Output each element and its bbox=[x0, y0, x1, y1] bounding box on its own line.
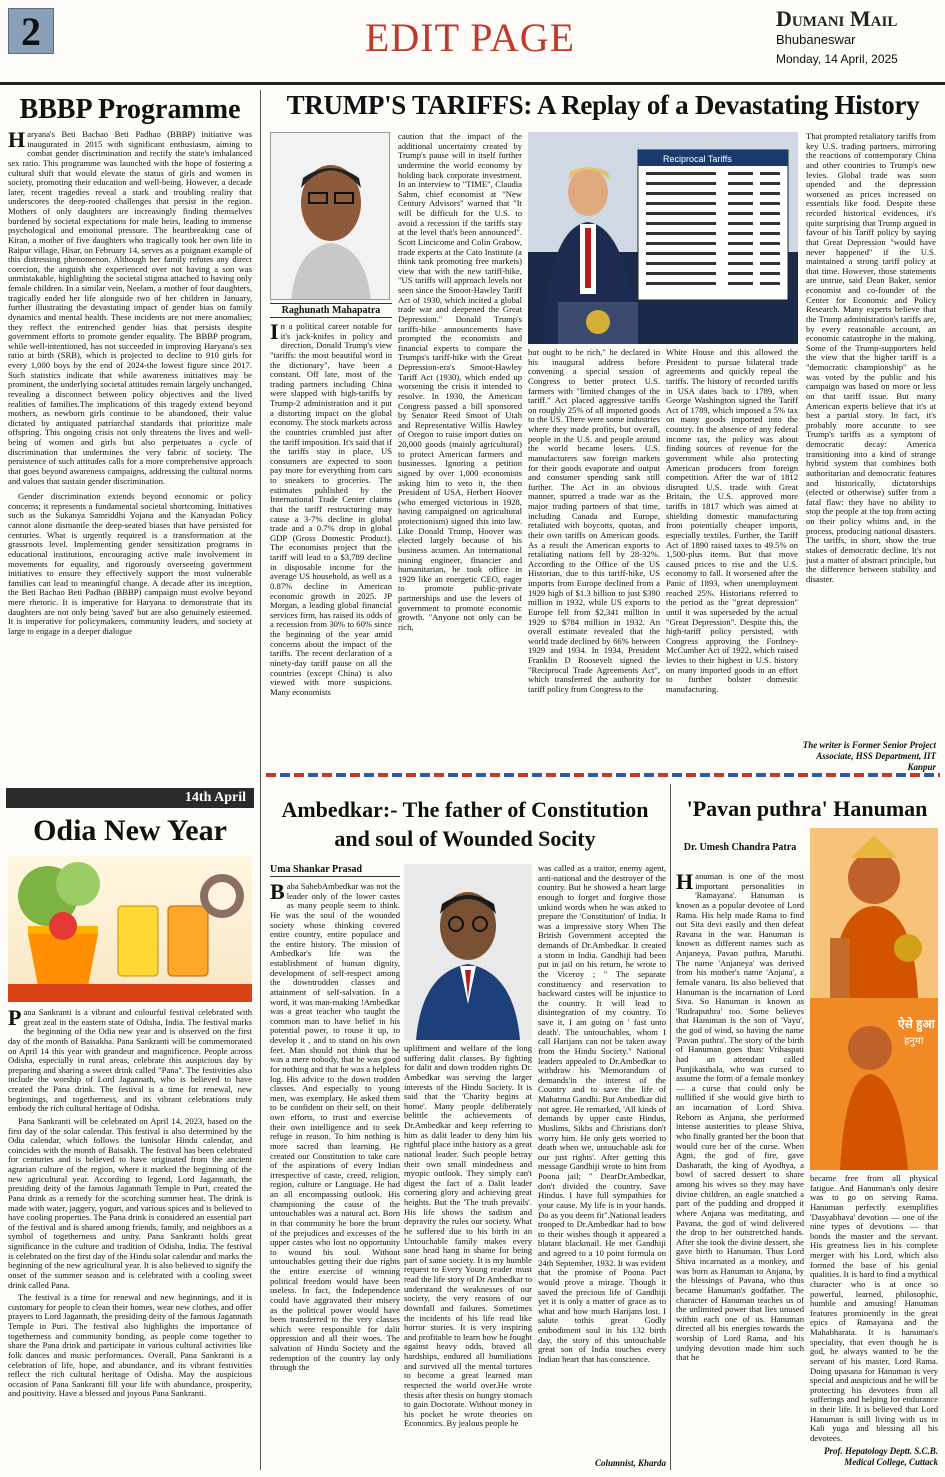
tariff-board-title: Reciprocal Tariffs bbox=[663, 154, 732, 164]
paper-city: Bhubaneswar bbox=[776, 32, 856, 47]
page-number: 2 bbox=[8, 8, 54, 54]
masthead-rule bbox=[0, 82, 945, 85]
ambedkar-dropcap: B bbox=[270, 882, 285, 904]
trump-photo bbox=[528, 132, 798, 344]
trump-text-1: n a political career notable for it's jack-knifes in policy and direction, Donald Trump's view "tariffs: the most beautiful word in the dictionary", have been a constant. Off late, most of the trading partners including China were slapped with high-tariffs by Trump-2 administration and it put a distorting impact on the global economy. The stock markets across the countries crumbled just after the tariff imposition. It's said that if the tariffs stay in place, US consumers are expected to soon pay more for everything from cars to sneakers to groceries. The estimates published by the International Trade Center claims that the tariff restructuring may cause a 3-7% decline in global trade and a 0.7% drop in global GDP (Gross Domestic Product). The economists project that the tariff will lead to a $3,789 decline in disposable income for the average US household, as well as a 0.87% decline in American economic growth in 2025. JP Morgan, a leading global financial services firm, has raised its odds of a recession from 30% to 60% since the beginning of the year amid concerns about the impact of the tariffs. The recent declaration of a ninety-day tariff pause on all the countries (except China) is also viewed with more suspicions. Many economists bbox=[270, 322, 392, 697]
bbbp-paragraph-1: aryana's Beti Bachao Beti Padhao (BBBP) initiative was inaugurated in 2015 with significant enthusiasm, aiming to combat gender discrimination and rectify the state's imbalanced sex ratio. This programme was launched with the hope of fostering a cultural shift that would elevate the status of girls and women in society, promoting their education and well-being. However, a decade later, recent tragedies reveal a stark and troubling reality that underscores the deep-rooted challenges that persist in the region. Mothers of only daughters are increasingly finding themselves burdened by societal expectations for male heirs, leading to immense psychological and emotional pressure. The heartbreaking case of Kiran, a mother of five daughters who tragically took her own life in Raipur village, Hisar, on February 14, serves as a poignant example of this distressing phenomenon. Although her family refutes any direct coercion, the anguish she experienced over not having a son was unmistakable, highlighting the societal stigma attached to having only female children. In a similar vein, Neelam, a mother of four daughters, tragically ended her life alongside two of her children in January, further illustrating the devastating impact of gender bias on family dynamics and mental health. These incidents are not mere anomalies; they reflect the entrenched gender bias that persists despite government efforts to promote gender equality. The BBBP program, while well-intentioned, has not succeeded in improving Haryana's sex ratio at birth (SRB), which is projected to decline to 910 girls for every 1,000 boys by the end of 2024-the lowest figure since 2017. Such statistics indicate that while awareness initiatives may be prominent, the underlying societal attitudes remain largely unchanged, revealing a disconnect between policy objectives and the lived realities of families.The implications of this tragedy extend beyond mothers, as newborn girls continue to be abandoned, their value dictated by antiquated patriarchal standards that prioritize male offspring. This ongoing crisis not only threatens the lives and well-being of women and girls but also perpetuates a cycle of discrimination that undermines the very fabric of society. The persistence of such attitudes calls for a more comprehensive approach that goes beyond awareness campaigns, addressing the cultural norms and values that sustain gender discrimination. bbox=[8, 129, 252, 486]
hanuman-author: Dr. Umesh Chandra Patra bbox=[683, 842, 797, 853]
hanuman-column-2 bbox=[810, 1174, 938, 1444]
odia-article bbox=[8, 1008, 252, 1470]
odia-headline: Odia New Year bbox=[33, 814, 227, 847]
bbbp-article bbox=[8, 96, 252, 776]
trump-column-3 bbox=[528, 348, 660, 765]
paper-name: Dumani Mail bbox=[776, 6, 898, 31]
ambedkar-column-1 bbox=[270, 882, 400, 1470]
trump-author: Raghunath Mahapatra bbox=[270, 303, 392, 318]
bbbp-paragraph-2: Gender discrimination extends beyond economic or policy concerns; it represents a fundamental societal shortcoming. Initiatives such as the Sukanya Samriddhi Yojana and the Kanyadan Policy cannot alone dismantle the deep-seated biases that have persisted for centuries. What is urgently required is a transformation at the grassroots level. Implementing gender sensitization programs in educational institutions, encouraging active male involvement in movements for equality, and rigorously overseeing government initiatives to ensure they effectively support the most vulnerable families can lead to meaningful change. A decade after its inception, the Beti Bachao Beti Padhao (BBBP) campaign must evolve beyond mere rhetoric. It is imperative for Haryana to demonstrate that its daughters are not only being 'saved' but are also genuinely esteemed. It is imperative for policymakers, community leaders, and society at large to engage in a deeper dialogue bbox=[8, 491, 252, 636]
odia-date-bar: 14th April bbox=[6, 788, 254, 808]
hanuman-illustration-icon bbox=[810, 828, 938, 1170]
odia-paragraph-3: The festival is a time for renewal and new beginnings, and it is customary for people to clean their homes, wear new clothes, and offer prayers to Lord Jagannath, the presiding deity of the famous Jagannath Temple in Puri. The festival also highlights the importance of togetherness and community bonding, as people come together to share the Pana drink and participate in various cultural activities like folk dances and music performances. Overall, Pana Sankranti is a celebration of life, hope, and abundance, and its vibrant festivities reflect the rich cultural heritage of Odisha. May the auspicious occasion of Pana Sankranti fill your life with abundance, prosperity, and positivity. Have a blessed and joyous Pana Sankranti. bbox=[8, 1292, 252, 1399]
trump-headline: TRUMP'S TARIFFS: A Replay of a Devastating History bbox=[286, 90, 920, 120]
pana-sankranti-photo bbox=[8, 856, 252, 1002]
poster-text-1: ऐसे हुआ bbox=[898, 1017, 935, 1031]
hanuman-text-1: anuman is one of the most important personalities in 'Ramayana'. Hanuman is known as a popular devotee of Lord Rama. His help made Rama to find out Sita devi easily and then defeat Ravana in the war. Hanuman is known as different names such as Anjaneya, Pavan puthra, Maruthi. The name 'Anjaneya' was derived from his mother's name 'Anjana', a female vanara. Its also believed that Hanuman is the incarnation of Lord Siva. So Hanuman is known as 'Rudraputhra' too. Some believes that Hanuman is the son of 'Vayu', the god of wind, so having the name 'Pavan puthra'. The story of the birth of Hanuman goes thus: Vrihaspati had an attendant called Punjikasthala, who was cursed to assume the form of a female monkey — a curse that could only be nullified if she would give birth to an incarnation of Lord Shiva. Reborn as Anjana, she performed intense austerities to please Shiva, who finally granted her the boon that would cure her of the curse. When Agni, the god of fire, gave Dasharath, the king of Ayodhya, a bowl of sacred dessert to share among his wives so they may have divine children, an eagle snatched a part of the pudding and dropped it where Anjana was meditating, and Pavana, the god of wind delivered the drop to her outstretched hands. After she took the divine dessert, she gave birth to Hanuman. Thus Lord Shiva incarnated as a monkey, and was born as Hanuman to Anjana, by the blessings of Pavana, who thus became Hanuman's godfather. The character of Hanuman teaches us of the unlimited power that lies unused within each one of us. Hanuman directed all his energies towards the worship of Lord Rama, and his undying devotion made him such that he bbox=[676, 872, 804, 1363]
odia-dropcap: P bbox=[8, 1008, 22, 1030]
hanuman-photo bbox=[810, 828, 938, 1170]
ambedkar-text-3: was called as a traitor, enemy agent, anti-national and the destroyer of the country. But he showed a heart large enough to forget and forgive those unkind words when he was asked to prepare the 'Constitution' of India. It was a impressive story When The British Government accepted the demands of Dr.Ambedkar. It created a storm in India. Gandhiji had been put in jail on his return, he wrote to the Viceroy ; " The separate constituency and reservation to backward castes will be injustice to the country. It will lead to disintegration of my country. To save it, I am going on ' fast unto death'. The untouchables, whom I call Harijans can not be taken away from the Hindu Society." National leaders appealed to Dr.Ambedkar to withdraw his 'Memorandum of demands'in the interest of the Country and to save the life of Mahatma Gandhi. But Ambedkar did not agree. He remarked, 'All kinds of demands by upper caste Hindus, Muslims, Sikhs and Christians don't worry him. He only gets worried to death when we, untouchable ask for our just rights'. After getting this message Gandhiji wrote to him from Poona jail; " DearDr.Ambedkar, don't divided the country. Save Hindus. I have full sympathies for your cause. My life is in your hands. Do as you deem fit".National leaders trooped to Dr.Ambedkar had to bow to their wishes though it appeared a blatant blackmail. He met Gandhiji and agreed to a 10 point formula on 24th September, 1932. It was evident that the promise of Poona Pact would prove a mirage. Though it saved the precious life of Gandhiji yet it is only a matter of grace as to what and how much Harijans lost. I salute tothis great Godly embodiment soul in his 132 birth day, the story of this untouchable great son of India touches every Indian heart that has conscience. bbox=[538, 864, 666, 1364]
ambedkar-author: Uma Shankar Prasad bbox=[270, 864, 400, 877]
trump-podium-icon bbox=[528, 132, 798, 344]
pana-illustration-icon bbox=[8, 856, 252, 1002]
ambedkar-portrait-icon bbox=[404, 864, 532, 1040]
ambedkar-headline bbox=[270, 796, 660, 853]
ambedkar-column-2 bbox=[404, 1044, 532, 1470]
bbbp-dropcap: H bbox=[8, 127, 26, 152]
ambedkar-headline-line-2: and soul of Wounded Socity bbox=[334, 825, 596, 851]
poster-text-2: हनुमा bbox=[904, 1036, 924, 1047]
author-portrait-icon bbox=[271, 133, 390, 300]
trump-text-3: but ought to be rich," he declared in his inaugural address before convening a special session of Congress to better protect U.S. farmers with "limited changes of the tariff." Act placed aggressive tariffs on roughly 25% of all imported goods to the US. There were some industries where they made profits, but overall, people in the U.S. and people around the world became losers. U.S. manufacturers saw foreign markets for their goods evaporate and output and consumer spending sank still further. The Act in an obvious manner, spurred a trade war as the major trading partners of that time, including Canada and Europe, retaliated with boycotts, quotas, and their own tariffs on American goods. As a result the American exports to retaliating nations fell by 28-32%. According to the Office of the US Historian, due to this tariff-hike, US imports from Europe declined from a 1929 high of $1.3 billion to just $390 million in 1932, while US exports to Europe fell from $2,341 million in 1929 to $784 million in 1932. An overall estimate revealed that the world trade declined by 66% between 1929 and 1934. In 1934, President Franklin D Roosevelt signed the "Reciprocal Trade Agreements Act", which transferred the authority for tariff policy from Congress to the bbox=[528, 348, 660, 694]
section-title: EDIT PAGE bbox=[364, 15, 576, 60]
trump-text-4: White House and this allowed the President to pursue bilateral trade agreements and quickly repeal the tariffs. The history of recorded tariffs in USA dates back to 1789, when George Washington signed the Tariff Act of 1789, which imposed a 5% tax on many goods imported into the country. In the absence of any federal income tax, the policy was about finding sources of revenue for the government while also protecting American producers from foreign competition. After the war of 1812 disrupted U.S. trade with Great Britain, the U.S. approved more tariffs in 1817 which was aimed at shielding domestic manufacturing from potentially cheaper imports, especially textiles. Further, the Tariff Act of 1890 raised taxes to 49.5% on 1,500-plus items. But that move caused prices to rise and the U.S. economy to fall. It worsened after the Panic of 1893, when unemployment reached 25%. Historians referred to the period as the "great depression" until it was superseded by the actual "Great Depression". Despite this, the high-tariff policy persisted, with Congress approving the Fordney-McCumber Act of 1922, which raised levies to their highest in U.S. history on many imported goods in an effort to further bolster domestic manufacturing. bbox=[666, 348, 798, 694]
ambedkar-text-2: upliftment and welfare of the long suffering dalit classes. By fighting for dalit and down trodden rights Dr. Ambedkar was serving the larger interests of the Hindu Society. It is said that the 'Charity begins at home'. Many people deliberately belittle the achievements of Dr.Ambedkar and keep referring to him as dalit leader to deny him his rightful place inthe history as a great national leader. Such people betray their own small mindedness and myopic outlook. They simply can't digest the fact of a Dalit leader cornering glory and achieving great heights. But the 'The truth prevails'. His life shows the sadism and depravity the rules our society. What he suffered due to his birth in an Untouchable family makes every sane head hang in shame for being part of same society. It is my humble request to Every Young reader must read the life story of Dr Ambedkar to understand the weaknesses of our society, the very reasons of our downfall and failures. Sometimes the incidents of his life read like horror stories. It is very inspiring and profitable to learn how he fought against heavy odds, braved all hardships, endured all humiliations and survived all the mental tortures to become a great learned man respected the world over.He wrote thesis after thesis on hungry stomach to gain Doctorate. Without money in his pocket he wrote theories on Economics. By jealous people he bbox=[404, 1044, 532, 1429]
hanuman-writer-credit: Prof. Hepatology Deptt. S.C.B. Medical College, Cuttack bbox=[824, 1446, 938, 1467]
trump-column-1 bbox=[270, 322, 392, 765]
trump-column-5 bbox=[806, 132, 936, 726]
odia-paragraph-2: Pana Sankranti will be celebrated on April 14, 2023, based on the first day of the solar calendar. This festival is also determined by the Odia calendar, which follows the lunisolar Hindu calendar, and coincides with the month of Baisakh. The festival has been celebrated for centuries and is believed to have originated from the ancient agrarian culture of the region, where it marked the beginning of the new agricultural year. According to legend, Lord Jagannath, the presiding deity of the famous Jagannath Temple in Puri, created the Pana drink as a remedy for the scorching summer heat. The drink is made with water, jaggery, yogurt, and various spices and is believed to have cooling properties. The Pana drink is considered an essential part of the festival and is shared among friends, family, and neighbors as a symbol of togetherness and unity. Pana Sankranti holds great significance in the culture and tradition of Odisha, India. The festival is celebrated on the first day of the Hindu solar calendar and marks the beginning of the new agricultural year. It is also believed to signify the onset of the summer season and is celebrated with a cooling sweet drink called Pana. bbox=[8, 1115, 252, 1290]
odia-paragraph-1: ana Sankranti is a vibrant and colourful festival celebrated with great zeal in the eastern state of Odisha, India. The festival marks the beginning of the Odia new year and is observed on the first day of the month of Baisakha. Pana Sankranti will be commemorated on April 14 this year with grandeur and magnificence. People across Odisha, especially in rural areas, celebrate this auspicious day by preparing and sharing a sweet drink called "Pana". The festivities also include the worship of Lord Jagannath, who is believed to have created the Pana drink. The festival is a time for renewal, new beginnings, and togetherness, and its vibrant celebrations truly embody the rich cultural heritage of Odisha. bbox=[8, 1008, 252, 1114]
hanuman-column-1 bbox=[676, 872, 804, 1470]
hanuman-text-2: became free from all physical fatigue. And Hanuman's only desire was to go on serving Rama. Hanuman perfectly exemplifies 'Dasyabhava' devotion — one of the nine types of devotions — that bonds the master and the servant. His greatness lies in his complete merger with his Lord, which also formed the base of his genial qualities. It is hard to find a mythical character who is at once so powerful, learned, philosophic, humble and amusing! Hanuman features prominently in the great epics of Ramayana and the Mahabharata. It is hanuman's speciality, that even though he is god, he always wanted to be the servant of his master, Lord Rama. Doing upasana for Hanuman is very special and auspicious and he will be protecting his devotees from all sufferings and helping for endurance in their life. It is believed that Lord Hanuman is still living with us in Kali yuga and blessing all his devotees. bbox=[810, 1174, 938, 1443]
column-divider-2 bbox=[670, 784, 671, 1470]
bbbp-headline: BBBP Programme bbox=[19, 96, 241, 125]
hanuman-dropcap: H bbox=[676, 872, 694, 894]
column-divider bbox=[260, 90, 261, 1470]
ambedkar-headline-line-1: Ambedkar:- The father of Constitution bbox=[281, 797, 649, 822]
trump-text-5: That prompted retaliatory tariffs from key U.S. trading partners, mirroring the reactions of contemporary China and other countries to Trump's new levies. Global trade was soon upended and the depression worsened as prices increased on essentials like food. Despite these recorded historical evidences, it's quite surprising that Trump argued in favour of his Tariff policy by saying that Great Depression "would have never happened" if the U.S. maintained a strong tariff policy at that time. However, those statements are untrue, said Dean Baker, senior economist and co-founder of the Center for Economic and Policy Research. Many experts believe that the Trump administration's tariffs are, by every reasonable account, an economic catastrophe in the making. Some of the Trump-supporters held the view that the higher tariff is a "democratic championship" as he was voted by the public and his campaign was based on more or less on that tariff issue. But many American experts believe that it's at best a partial story. In fact, it's probably more accurate to see Trump's tariffs as a symptom of democratic decay: America transitioning into a kind of strange hybrid system that combines both authoritarian and democratic features and historically, dictatorships (elected or otherwise) suffer from a fatal flaw: they have no ability to stop the people at the top from acting on their policy whims and, in the process, producing national disasters. The tariffs, in short, show the true stakes of democratic decline. It's not just a matter of abstract principle, but the difference between stability and disaster. bbox=[806, 132, 936, 584]
hanuman-headline: 'Pavan puthra' Hanuman bbox=[686, 796, 928, 821]
trump-writer-credit: The writer is Former Senior Project Associate, HSS Department, IIT Kanpur bbox=[802, 740, 936, 772]
trump-column-4 bbox=[666, 348, 798, 765]
ambedkar-photo bbox=[404, 864, 532, 1040]
trump-dropcap: I bbox=[270, 322, 279, 344]
section-divider bbox=[266, 773, 940, 777]
trump-text-2: caution that the impact of the additional uncertainty created by Trump's pause will in itself further undermine the world economy by holding back corporate investment. In an interview to "TIME", Claudia Sahm, chief economist at "New Century Advisors" warned that "It will be difficult for the U.S. to avoid a recession if the tariffs stay at the level that's been announced". Scott Lincicome and Colin Grabow, trade experts at the Cato Institute (a think tank promoting free markets) view that with the new tariff-hike, "US tariffs will approach levels not seen since the Smoot-Hawley Tariff Act of 1930, which incited a global trade war and deepened the Great Depression." Donald Trump's tariffs-hike announcements have prompted the economists and financial experts to compare the Trumps's tariff-hike with the Great Depression-era's Smoot-Hawley Tariff Act (1930), which ended up worsening the crisis it intended to resolve. In 1930, the American Congress passed a bill sponsored by Senator Reed Smoot of Utah and Representative Willis Hawley of Oregon to raise import duties on 20,000 goods (mainly agricultural) to protect American farmers and businesses. Ignoring a petition signed by over 1,000 economists asking him to veto it, the then President of USA, Herbert Hoover (who emerged victorious in 1928, having campaigned on agricultural protectionism) signed this into law. Like Donald Trump, Hoover was elected largely because of his business acumen. An international mining engineer, financier and humanitarian, he took office in 1929 like an energetic CEO, eager to promote public-private partnerships and use the levers of government to promote economic growth. "Anyone not only can be rich, bbox=[398, 132, 522, 632]
paper-date: Monday, 14 April, 2025 bbox=[776, 52, 898, 66]
ambedkar-column-3 bbox=[538, 864, 666, 1456]
author-photo-raghunath bbox=[270, 132, 390, 300]
trump-column-2 bbox=[398, 132, 522, 765]
ambedkar-writer-credit: Columnist, Kharda bbox=[594, 1458, 666, 1468]
ambedkar-text-1: aba SahebAmbedkar was not the leader only of the lower castes as many people seem to think. He was the soul of the wounded society whose thinking covered entire country, entire populace and the entire history. The mission of Ambedkar's life was the establishment of human dignity, development of self-respect among the downtrodden classes and attainment of self-salvation. In a word, it was man-making !Ambedkar was a great teacher who taught the common man to have belief in his potential power, to rouse it up, to develop it , and to stand on his own feet. Man should not think that he was a mere nobody, that he was good for nothing and that he was a helpless log. His advice to the down trodden classes. And especially to young men, was exemplary. He asked them to be confident on their self, on their own efforts, to trust and exercise their own intelligence and to seek refuge in reason. To him nothing is more sacred than learning. He created our Constitution to take care of the aspirations of every Indian irrespective of caste, creed, religion, region, culture or Language. He had an all encompassing outlook. His championing the cause of the untouchables was a natural act. Born in that community he bore the brunt of the prejudices and excesses of the upper castes who lost no opportunity to wound his soul. Without untouchables getting their due rights the entire exercise of winning political freedom would have been useless. In fact, the Independence could have aggravated their misery as the political power would have been transferred to the very classes which were responsible for dalit oppression and all their woes. The salvation of Hindu Society and the redemption of the country lay only through the bbox=[270, 882, 400, 1373]
